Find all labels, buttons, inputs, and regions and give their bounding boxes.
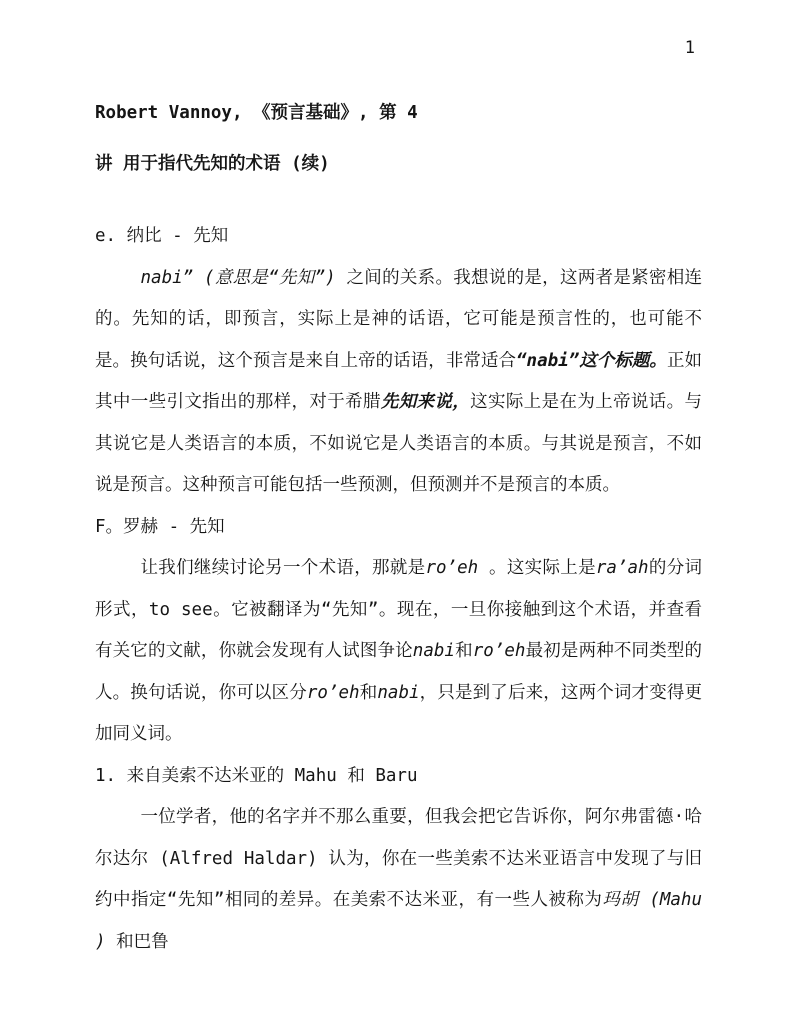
text-run: ro’eh	[472, 641, 526, 661]
text-run: 和巴鲁	[105, 931, 169, 952]
text-run: ro’eh	[425, 558, 479, 578]
paragraph	[95, 797, 702, 963]
text-run: ra’ah	[595, 558, 649, 578]
text-run: 1. 来自美索不达米亚的 Mahu 和 Baru	[95, 765, 418, 786]
text-run: nabi	[377, 682, 420, 703]
text-run: nabi” (意思是“先知”)	[140, 267, 347, 288]
text-run: 这实际上是在为上帝说话。与其说它是人类语言的本质，不如说它是人类语言的本质。与其说是预言，不如说是预言。这种预言可能包括一些预测，但预测并不是预言的本质。	[95, 392, 703, 495]
text-run: ，只是到了后来，这两个词才变得更加同义词。	[95, 682, 703, 744]
text-run: “nabi”这个标题。	[516, 350, 667, 371]
text-run: ro’eh	[306, 682, 360, 703]
paragraph	[95, 258, 702, 507]
text-run: F。罗赫 - 先知	[95, 516, 225, 537]
text-run: 和	[359, 682, 378, 703]
text-run: e. 纳比 - 先知	[95, 226, 229, 246]
page-number: 1	[684, 38, 695, 58]
text-run: 让我们继续讨论另一个术语，那就是	[140, 558, 426, 578]
document-body	[95, 216, 702, 963]
text-run: 之间的关系。我想说的是，这两者是紧密相连的。先知的话，即预言，实际上是神的话语，它可能是预言性的，也可能不是。换句话说，这个预言是来自上帝的话语，非常适合	[95, 267, 702, 371]
text-run: 玛胡 (Mahu )	[95, 890, 702, 952]
text-run: nabi	[412, 641, 455, 661]
doc-title-line2: 讲 用于指代先知的术语 (续)	[95, 154, 330, 174]
text-run: 的分词形式，to see。它被翻译为“先知”。现在，一旦你接触到这个术语，并查看有关它的文献，你就会发现有人试图争论	[95, 558, 703, 661]
section-heading	[95, 216, 702, 258]
text-run: 。这实际上是	[478, 558, 596, 578]
text-run: 和	[454, 641, 473, 661]
doc-title-line1: Robert Vannoy, 《预言基础》, 第 4	[95, 103, 418, 123]
section-heading	[95, 507, 702, 549]
text-run: 一位学者，他的名字并不那么重要，但我会把它告诉你，阿尔弗雷德·哈尔达尔 (Alfred Haldar) 认为，你在一些美索不达米亚语言中发现了与旧约中指定“先知”相同的差异。在美索不达米亚，有一些人被称为	[95, 807, 702, 910]
section-heading	[95, 756, 702, 798]
text-run: 正如其中一些引文指出的那样，对于希腊	[95, 350, 703, 412]
text-run: 最初是两种不同类型的人。换句话说，你可以区分	[95, 641, 703, 703]
document-content	[95, 88, 702, 963]
document-title	[95, 88, 702, 190]
paragraph	[95, 548, 702, 756]
text-run: 先知来说，	[380, 392, 471, 412]
